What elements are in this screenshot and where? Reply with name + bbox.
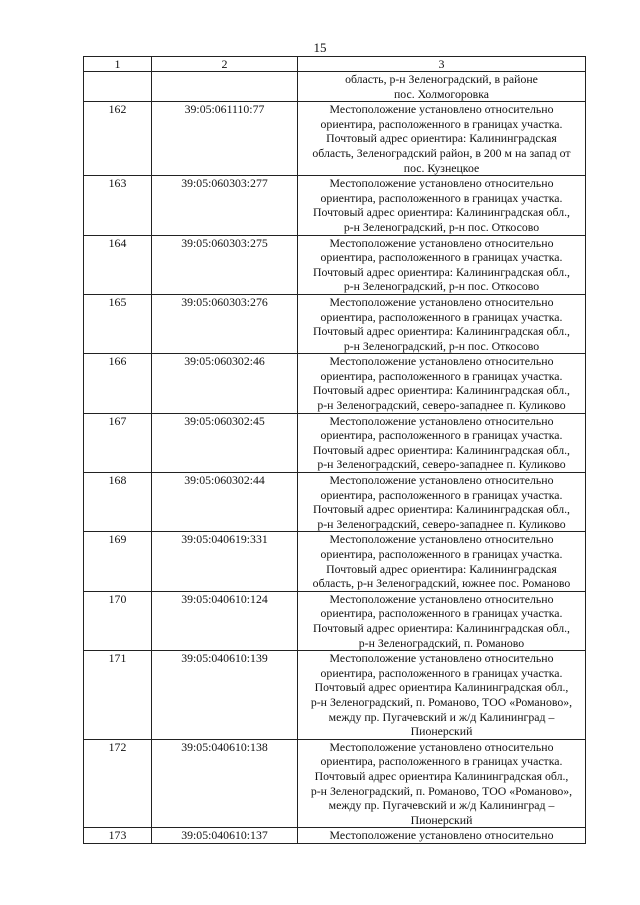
location-line: р-н Зеленоградский, п. Романово xyxy=(358,635,525,650)
table-row xyxy=(84,176,586,235)
location-line: Местоположение установлено относительно xyxy=(329,739,554,754)
cadastral-number: 39:05:061110:77 xyxy=(152,102,298,176)
row-number: 173 xyxy=(84,828,152,844)
location-line: Местоположение установлено относительно xyxy=(329,235,554,250)
location-line: Почтовый адрес ориентира: Калининградская обл., xyxy=(312,442,570,457)
location-line: р-н Зеленоградский, р-н пос. Откосово xyxy=(343,279,540,294)
location-line: Почтовый адрес ориентира: Калининградская xyxy=(326,131,557,146)
location-line: Пионерский xyxy=(410,812,473,827)
location-description xyxy=(298,591,586,650)
location-description xyxy=(298,532,586,591)
location-line: р-н Зеленоградский, п. Романово, ТОО «Романово», xyxy=(310,783,573,798)
table-row xyxy=(84,413,586,472)
location-line: ориентира, расположенного в границах участка. xyxy=(320,309,563,324)
location-description xyxy=(298,739,586,828)
location-line: Почтовый адрес ориентира Калининградская обл., xyxy=(314,768,569,783)
location-description xyxy=(298,473,586,532)
location-line: пос. Холмогоровка xyxy=(393,86,489,101)
location-line: ориентира, расположенного в границах участка. xyxy=(320,547,563,561)
table-row xyxy=(84,72,586,102)
location-line: Почтовый адрес ориентира: Калининградская обл., xyxy=(312,383,570,398)
location-line: Местоположение установлено относительно xyxy=(329,354,554,369)
cadastral-number: 39:05:040610:138 xyxy=(152,739,298,828)
location-line: Местоположение установлено относительно xyxy=(329,532,554,547)
row-number: 164 xyxy=(84,235,152,294)
cadastral-number: 39:05:040619:331 xyxy=(152,532,298,591)
location-line: Местоположение установлено относительно xyxy=(329,102,554,117)
location-line: Местоположение установлено относительно xyxy=(329,413,554,428)
land-plots-table xyxy=(83,56,586,844)
cadastral-number xyxy=(152,72,298,102)
location-line: р-н Зеленоградский, р-н пос. Откосово xyxy=(343,338,540,353)
cadastral-number: 39:05:060303:276 xyxy=(152,294,298,353)
location-line: между пр. Пугачевский и ж/д Калининград – xyxy=(328,798,555,813)
table-row xyxy=(84,473,586,532)
location-line: Местоположение установлено относительно xyxy=(329,651,554,666)
cadastral-number: 39:05:060302:46 xyxy=(152,354,298,413)
row-number xyxy=(84,72,152,102)
row-number: 167 xyxy=(84,413,152,472)
location-line: пос. Кузнецкое xyxy=(403,160,480,175)
location-line: р-н Зеленоградский, северо-западнее п. Куликово xyxy=(317,398,566,413)
table-row xyxy=(84,532,586,591)
location-line: Почтовый адрес ориентира: Калининградская обл., xyxy=(312,620,570,635)
cadastral-number: 39:05:040610:139 xyxy=(152,651,298,740)
row-number: 172 xyxy=(84,739,152,828)
location-line: Пионерский xyxy=(410,724,473,739)
location-line: ориентира, расположенного в границах участка. xyxy=(320,250,563,265)
column-header-1: 1 xyxy=(84,57,152,72)
location-description xyxy=(298,72,586,102)
location-description xyxy=(298,354,586,413)
table-row xyxy=(84,235,586,294)
location-line: ориентира, расположенного в границах участка. xyxy=(320,665,563,680)
location-description xyxy=(298,828,586,844)
cadastral-number: 39:05:060302:45 xyxy=(152,413,298,472)
row-number: 169 xyxy=(84,532,152,591)
location-line: р-н Зеленоградский, п. Романово, ТОО «Романово», xyxy=(310,694,573,709)
location-line: Почтовый адрес ориентира: Калининградская обл., xyxy=(312,324,570,339)
location-line: между пр. Пугачевский и ж/д Калининград – xyxy=(328,709,555,724)
row-number: 171 xyxy=(84,651,152,740)
cadastral-number: 39:05:060302:44 xyxy=(152,473,298,532)
location-line: ориентира, расположенного в границах участка. xyxy=(320,116,563,131)
table-row xyxy=(84,651,586,740)
row-number: 170 xyxy=(84,591,152,650)
table-row xyxy=(84,591,586,650)
location-line: ориентира, расположенного в границах участка. xyxy=(320,487,563,502)
location-line: Местоположение установлено относительно xyxy=(329,473,554,488)
location-description xyxy=(298,294,586,353)
location-description xyxy=(298,235,586,294)
location-line: область, р-н Зеленоградский, южнее пос. Романово xyxy=(312,576,571,591)
location-description xyxy=(298,413,586,472)
location-line: ориентира, расположенного в границах участка. xyxy=(320,606,563,621)
row-number: 162 xyxy=(84,102,152,176)
location-line: р-н Зеленоградский, северо-западнее п. Куликово xyxy=(317,457,566,472)
location-line: область, р-н Зеленоградский, в районе xyxy=(345,72,538,86)
location-line: ориентира, расположенного в границах участка. xyxy=(320,428,563,443)
row-number: 168 xyxy=(84,473,152,532)
column-header-3: 3 xyxy=(298,57,586,72)
location-description xyxy=(298,651,586,740)
location-line: Почтовый адрес ориентира: Калининградская обл., xyxy=(312,264,570,279)
location-line: Местоположение установлено относительно xyxy=(329,591,554,606)
table-row xyxy=(84,828,586,844)
location-line: ориентира, расположенного в границах участка. xyxy=(320,754,563,769)
cadastral-number: 39:05:060303:275 xyxy=(152,235,298,294)
location-line: ориентира, расположенного в границах участка. xyxy=(320,190,563,205)
location-line: ориентира, расположенного в границах участка. xyxy=(320,368,563,383)
location-line: Местоположение установлено относительно xyxy=(329,176,554,191)
location-line: Местоположение установлено относительно xyxy=(329,294,554,309)
table-row xyxy=(84,102,586,176)
location-line: Местоположение установлено относительно xyxy=(329,828,554,843)
location-line: Почтовый адрес ориентира: Калининградская обл., xyxy=(312,502,570,517)
cadastral-number: 39:05:060303:277 xyxy=(152,176,298,235)
table-row xyxy=(84,354,586,413)
location-line: область, Зеленоградский район, в 200 м на запад от xyxy=(312,145,571,160)
table-row xyxy=(84,739,586,828)
column-header-2: 2 xyxy=(152,57,298,72)
location-description xyxy=(298,102,586,176)
location-description xyxy=(298,176,586,235)
page-number: 15 xyxy=(313,40,327,55)
location-line: р-н Зеленоградский, р-н пос. Откосово xyxy=(343,219,540,234)
cadastral-number: 39:05:040610:137 xyxy=(152,828,298,844)
cadastral-number: 39:05:040610:124 xyxy=(152,591,298,650)
header-row xyxy=(84,57,586,72)
row-number: 163 xyxy=(84,176,152,235)
location-line: р-н Зеленоградский, северо-западнее п. Куликово xyxy=(317,516,566,531)
row-number: 166 xyxy=(84,354,152,413)
row-number: 165 xyxy=(84,294,152,353)
location-line: Почтовый адрес ориентира: Калининградская обл., xyxy=(312,205,570,220)
location-line: Почтовый адрес ориентира: Калининградская xyxy=(326,561,557,576)
table-row xyxy=(84,294,586,353)
location-line: Почтовый адрес ориентира Калининградская обл., xyxy=(314,680,569,695)
